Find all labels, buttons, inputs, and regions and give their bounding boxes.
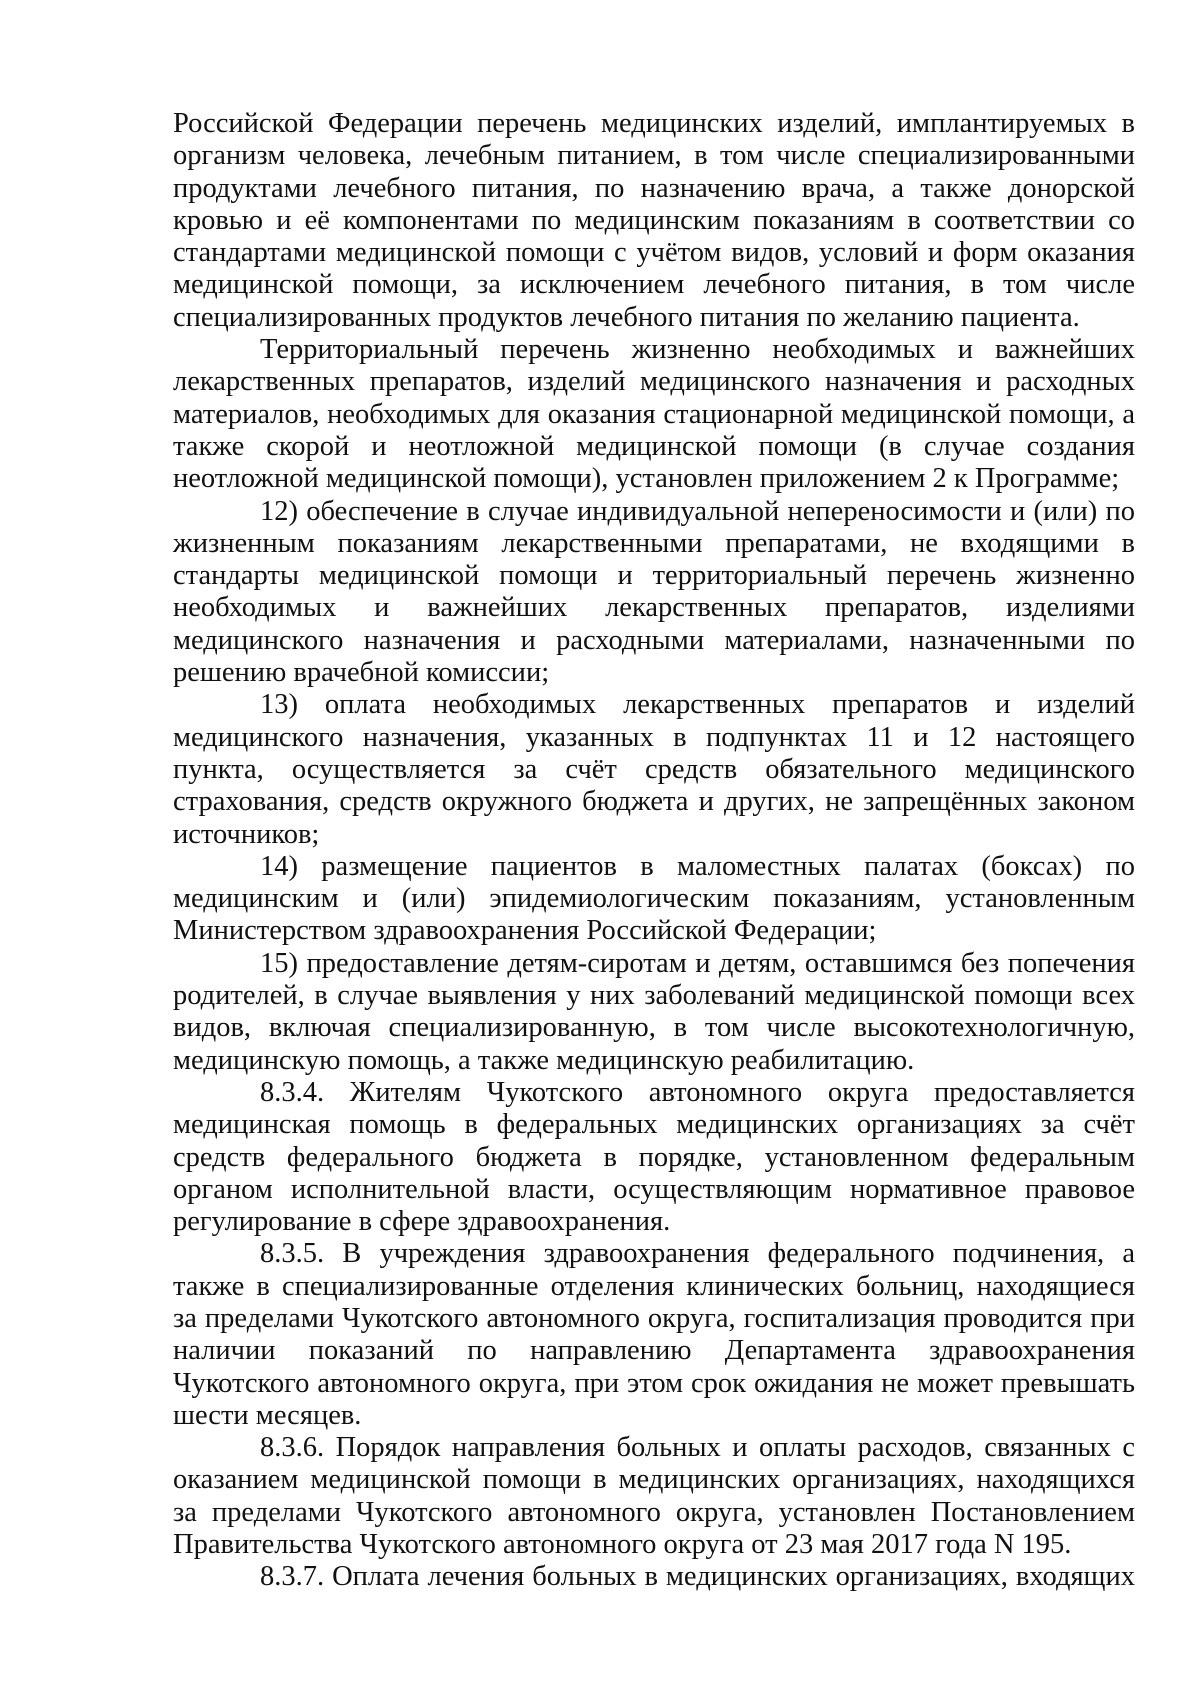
document-page — [173, 108, 1135, 1594]
paragraph-9: 8.3.6. Порядок направления больных и оплаты расходов, связанных с оказанием медицинской помощи в медицинских организациях, находящихся за пределами Чукотского автономного округа, установлен Постановлением Правительства Чукотского автономного округа от 23 мая 2017 года N 195. — [173, 1432, 1135, 1561]
paragraph-8: 8.3.5. В учреждения здравоохранения федерального подчинения, а также в специализированные отделения клинических больниц, находящиеся за пределами Чукотского автономного округа, госпитализация проводится при наличии показаний по направлению Департамента здравоохранения Чукотского автономного округа, при этом срок ожидания не может превышать шести месяцев. — [173, 1238, 1135, 1431]
paragraph-2: Территориальный перечень жизненно необходимых и важнейших лекарственных препаратов, изделий медицинского назначения и расходных материалов, необходимых для оказания стационарной медицинской помощи, а также скорой и неотложной медицинской помощи (в случае создания неотложной медицинской помощи), установлен приложением 2 к Программе; — [173, 334, 1135, 495]
paragraph-3: 12) обеспечение в случае индивидуальной непереносимости и (или) по жизненным показаниям лекарственными препаратами, не входящими в стандарты медицинской помощи и территориальный перечень жизненно необходимых и важнейших лекарственных препаратов, изделиями медицинского назначения и расходными материалами, назначенными по решению врачебной комиссии; — [173, 495, 1135, 689]
paragraph-4: 13) оплата необходимых лекарственных препаратов и изделий медицинского назначения, указанных в подпунктах 11 и 12 настоящего пункта, осуществляется за счёт средств обязательного медицинского страхования, средств окружного бюджета и других, не запрещённых законом источников; — [173, 689, 1135, 850]
paragraph-5: 14) размещение пациентов в маломестных палатах (боксах) по медицинским и (или) эпидемиологическим показаниям, установленным Министерством здравоохранения Российской Федерации; — [173, 850, 1135, 947]
paragraph-1: Российской Федерации перечень медицинских изделий, имплантируемых в организм человека, лечебным питанием, в том числе специализированными продуктами лечебного питания, по назначению врача, а также донорской кровью и её компонентами по медицинским показаниям в соответствии со стандартами медицинской помощи с учётом видов, условий и форм оказания медицинской помощи, за исключением лечебного питания, в том числе специализированных продуктов лечебного питания по желанию пациента. — [173, 108, 1135, 333]
paragraph-7: 8.3.4. Жителям Чукотского автономного округа предоставляется медицинская помощь в федеральных медицинских организациях за счёт средств федерального бюджета в порядке, установленном федеральным органом исполнительной власти, осуществляющим нормативное правовое регулирование в сфере здравоохранения. — [173, 1076, 1135, 1238]
paragraph-10: 8.3.7. Оплата лечения больных в медицинских организациях, входящих — [260, 1561, 1135, 1593]
paragraph-6: 15) предоставление детям-сиротам и детям, оставшимся без попечения родителей, в случае выявления у них заболеваний медицинской помощи всех видов, включая специализированную, в том числе высокотехнологичную, медицинскую помощь, а также медицинскую реабилитацию. — [173, 947, 1135, 1076]
